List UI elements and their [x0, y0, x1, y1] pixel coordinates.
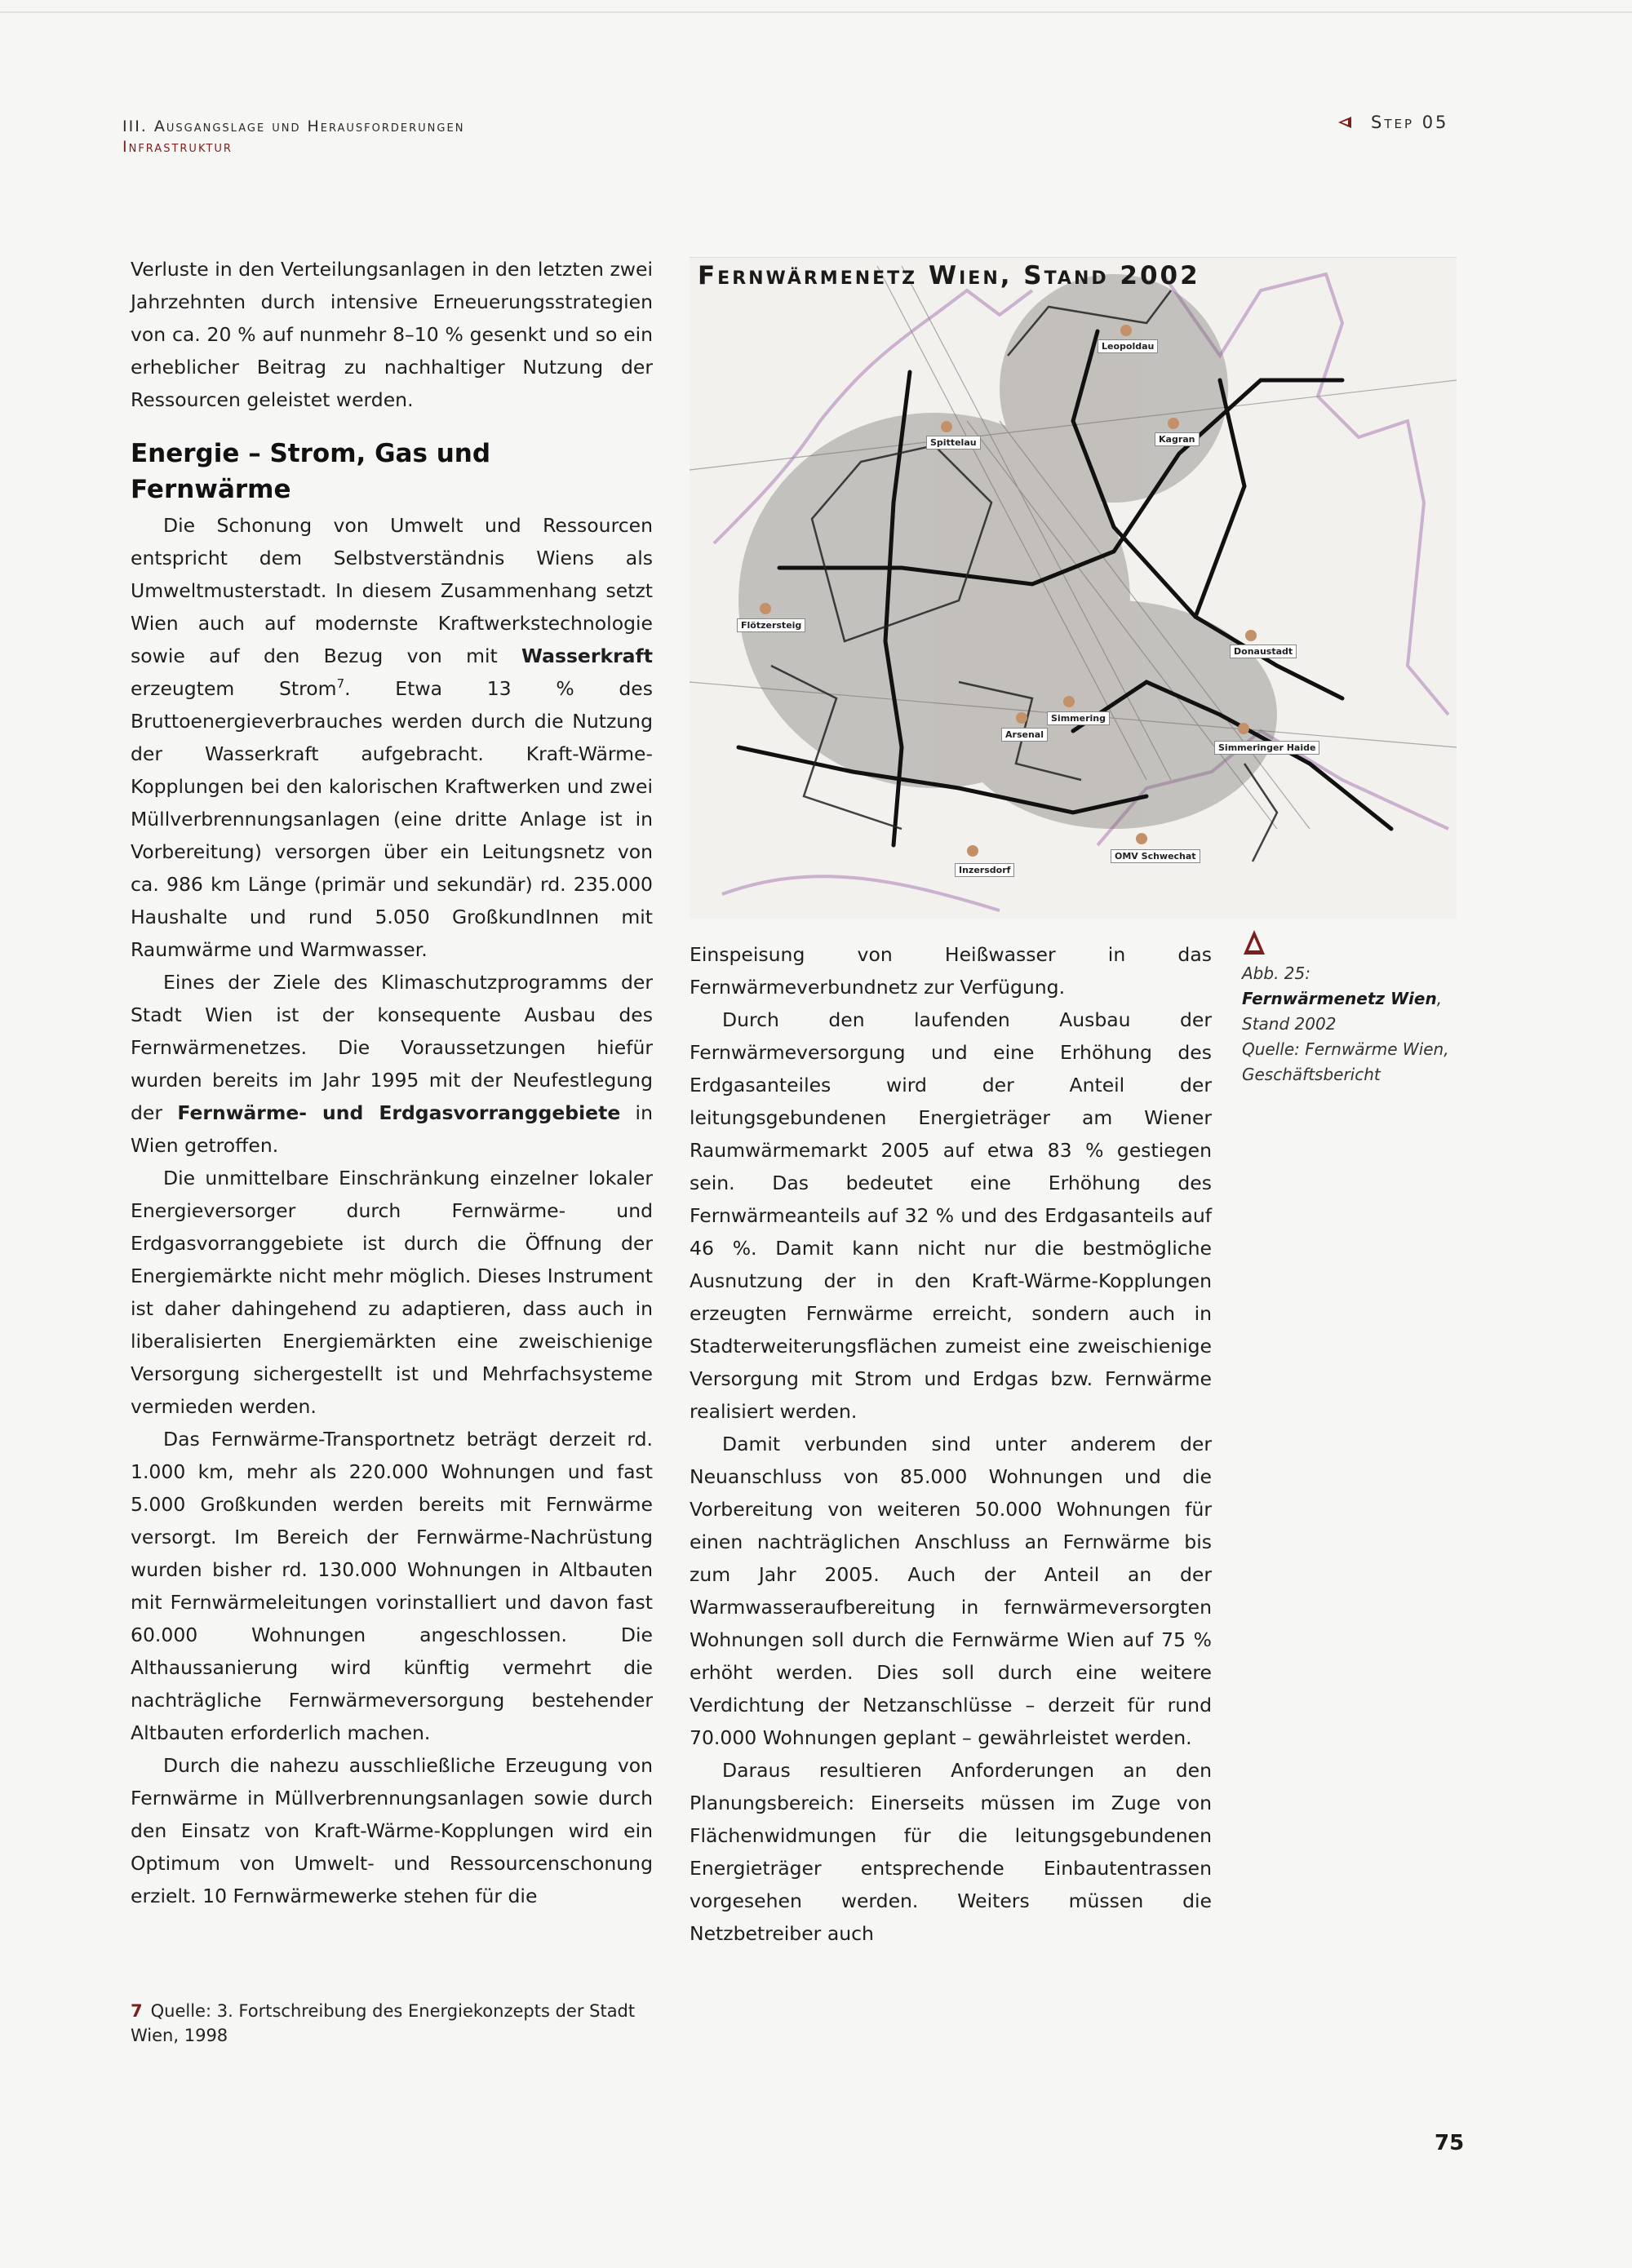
paragraph-3: Die unmittelbare Einschränkung einzelner lokaler Energieversorger durch Fernwärme- und Erdgasvorranggebiete ist durch die Öffnung der Energiemärkte nicht mehr möglich. Dieses Instrument ist daher dahingehend zu adaptieren, dass auch in liberalisierten Energiemärkten eine zweischienige Versorgung sichergestellt ist und Mehrfachsysteme vermieden werden. [131, 1167, 653, 1418]
plant-marker-floetzersteig [760, 603, 771, 614]
plant-label-donaustadt: Donaustadt [1230, 645, 1297, 658]
plant-label-omv-schwechat: OMV Schwechat [1111, 849, 1200, 863]
plant-marker-omv-schwechat [1136, 833, 1147, 844]
figure-source: Quelle: Fernwärme Wien, Geschäftsbericht [1242, 1039, 1449, 1084]
plant-label-kagran: Kagran [1155, 432, 1200, 446]
plant-marker-kagran [1168, 418, 1179, 429]
right-column [690, 938, 1212, 1950]
plant-label-floetzersteig: Flötzersteig [737, 618, 805, 632]
text: Die Schonung von Umwelt und Ressourcen entspricht dem Selbstverständnis Wiens als Umweltmusterstadt. In diesem Zusammenhang setzt Wien auch auf modernste Kraftwerkstechnologie sowie auf den Bezug von mit [131, 514, 653, 667]
figure-title-line [1242, 986, 1454, 1012]
running-header [122, 116, 464, 157]
figure-caption [1242, 930, 1454, 1087]
step-label: Step 05 [1371, 113, 1449, 132]
paragraph-5: Durch die nahezu ausschließliche Erzeugung von Fernwärme in Müllverbrennungsanlagen sowie durch den Einsatz von Kraft-Wärme-Kopplungen wird ein Optimum von Umwelt- und Ressourcenschonung erzielt. 10 Fernwärmewerke stehen für die [131, 1754, 653, 1907]
plant-marker-spittelau [941, 421, 952, 432]
text: . Etwa 13 % des Bruttoenergieverbrauches werden durch die Nutzung der Wasserkraft aufgebracht. Kraft-Wärme-Kopplungen bei den kalorischen Kraftwerken und zwei Müllverbrennungsanlagen (eine dritte Anlage ist in Vorbereitung) versorgen über ein Leitungsnetz von ca. 986 km Länge (primär und sekundär) rd. 235.000 Haushalte und rund 5.050 GroßkundInnen mit Raumwärme und Warmwasser. [131, 677, 653, 961]
section-heading: Energie – Strom, Gas und Fernwärme [131, 439, 491, 504]
text: Eines der Ziele des Klimaschutzprogramms der Stadt Wien ist der konsequente Ausbau des Fernwärmenetzes. Die Voraussetzungen hiefür wurden bereits im Jahr 1995 mit der Neufestlegung der [131, 971, 653, 1124]
scan-edge-line [0, 11, 1632, 13]
footnote [131, 1999, 653, 2048]
figure-date: Stand 2002 [1242, 1014, 1337, 1034]
plant-marker-arsenal [1016, 712, 1027, 724]
network-map-graphic [690, 258, 1457, 919]
plant-marker-simmering [1063, 696, 1075, 707]
plant-label-simmering: Simmering [1047, 711, 1110, 725]
plant-marker-donaustadt [1245, 630, 1257, 641]
chapter-title: III. Ausgangslage und Herausforderungen [122, 117, 465, 135]
plant-label-spittelau: Spittelau [926, 436, 981, 450]
plant-marker-simmeringer-haide [1238, 723, 1249, 734]
plant-label-arsenal: Arsenal [1001, 728, 1048, 742]
intro-paragraph: Verluste in den Verteilungsanlagen in den letzten zwei Jahrzehnten durch intensive Erneuerungsstrategien von ca. 20 % auf nunmehr 8–10 % gesenkt und so ein erheblicher Beitrag zu nachhaltiger Nutzung der Ressourcen geleistet werden. [131, 258, 653, 411]
paragraph-2 [131, 966, 653, 1162]
paragraph-continued: Einspeisung von Heißwasser in das Fernwärmeverbundnetz zur Verfügung. [690, 943, 1212, 999]
punctuation: , [1436, 989, 1443, 1008]
paragraph-1 [131, 509, 653, 966]
plant-marker-inzersdorf [967, 845, 978, 857]
text: erzeugtem Strom [131, 677, 337, 700]
left-triangle-icon [1338, 117, 1351, 128]
chapter-subtitle: Infrastruktur [122, 138, 233, 156]
text: in Wien getroffen. [131, 1101, 653, 1157]
figure-title: Fernwärmenetz Wien [1242, 989, 1437, 1008]
figure-label: Abb. 25: [1242, 963, 1310, 983]
step-marker [1338, 113, 1448, 132]
paragraph-6: Durch den laufenden Ausbau der Fernwärmeversorgung und eine Erhöhung des Erdgasanteiles wird der Anteil der leitungsgebundenen Energieträger am Wiener Raumwärmemarkt 2005 auf etwa 83 % gestiegen sein. Das bedeutet eine Erhöhung des Fernwärmeanteils auf 32 % und des Erdgasanteils auf 46 %. Damit kann nicht nur die bestmögliche Ausnutzung der in den Kraft-Wärme-Kopplungen erzeugten Fernwärme erreicht, sondern auch in Stadterweiterungsflächen zumeist eine zweischienige Versorgung mit Strom und Erdgas bzw. Fernwärme realisiert werden. [690, 1008, 1212, 1423]
plant-label-inzersdorf: Inzersdorf [955, 863, 1014, 877]
paragraph-4: Das Fernwärme-Transportnetz beträgt derzeit rd. 1.000 km, mehr als 220.000 Wohnungen und fast 5.000 Großkunden werden bereits mit Fernwärme versorgt. Im Bereich der Fernwärme-Nachrüstung wurden bisher rd. 130.000 Wohnungen in Altbauten mit Fernwärmeleitungen vorinstalliert und davon fast 60.000 Wohnungen angeschlossen. Die Althaussanierung wird künftig vermehrt die nachträgliche Fernwärmeversorgung bestehender Altbauten erforderlich machen. [131, 1428, 653, 1744]
bold-term: Fernwärme- und Erdgasvorranggebiete [177, 1101, 621, 1124]
paragraph-7: Damit verbunden sind unter anderem der Neuanschluss von 85.000 Wohnungen und die Vorbereitung von weiteren 50.000 Wohnungen für einen nachträglichen Anschluss an Fernwärme bis zum Jahr 2005. Auch der Anteil an der Warmwasseraufbereitung in fernwärmeversorgten Wohnungen soll durch die Fernwärme Wien auf 75 % erhöht werden. Dies soll durch eine weitere Verdichtung der Netzanschlüsse – derzeit für rund 70.000 Wohnungen geplant – gewährleistet werden. [690, 1433, 1212, 1749]
page-number: 75 [1435, 2131, 1465, 2155]
district-heating-map [690, 257, 1457, 919]
bold-term: Wasserkraft [521, 645, 653, 667]
plant-label-leopoldau: Leopoldau [1098, 339, 1158, 353]
map-title: Fernwärmenetz Wien, Stand 2002 [698, 261, 1200, 290]
up-triangle-icon [1244, 930, 1265, 955]
plant-label-simmeringer-haide: Simmeringer Haide [1214, 741, 1319, 755]
left-column [131, 253, 653, 1912]
plant-marker-leopoldau [1120, 325, 1132, 336]
footnote-number: 7 [131, 2001, 143, 2021]
paragraph-8: Daraus resultieren Anforderungen an den Planungsbereich: Einerseits müssen im Zuge von Flächenwidmungen für die leitungsgebundenen Energieträger entsprechende Einbautentrassen vorgesehen werden. Weiters müssen die Netzbetreiber auch [690, 1759, 1212, 1945]
footnote-text: Quelle: 3. Fortschreibung des Energiekonzepts der Stadt Wien, 1998 [131, 2001, 636, 2045]
footnote-ref: 7 [336, 676, 345, 692]
